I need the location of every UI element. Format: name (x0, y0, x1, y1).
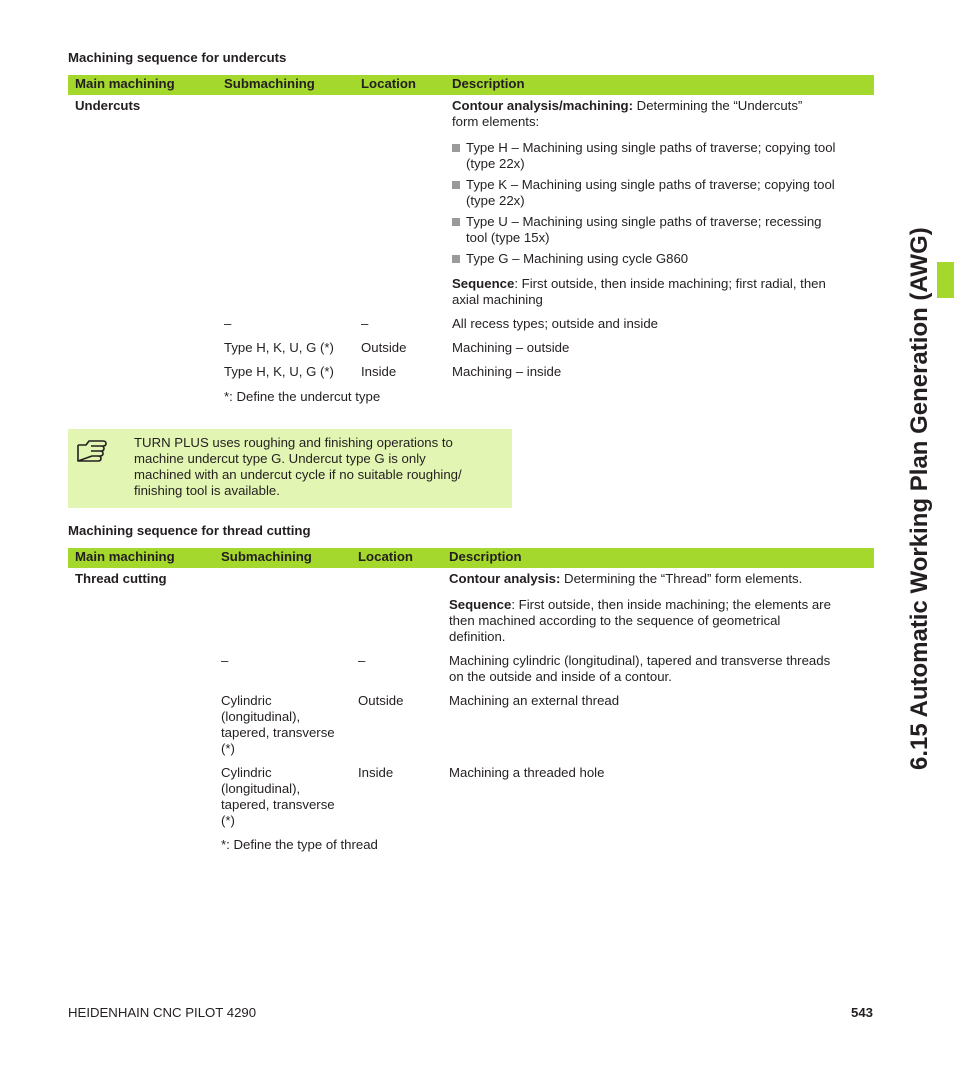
undercuts-desc-bold: Contour analysis/machining: (452, 98, 633, 113)
bullet-square-icon (452, 144, 460, 152)
undercuts-heading: Machining sequence for undercuts (68, 50, 287, 65)
bullet-line: Type G – Machining using cycle G860 (466, 251, 689, 266)
table-row-sub: – (224, 316, 232, 331)
table-row-description: Machining an external thread (449, 693, 620, 708)
thread-desc-bold: Contour analysis: (449, 571, 561, 586)
note-text (134, 435, 506, 499)
table-row-sub (221, 693, 351, 757)
undercuts-sequence-bold: Sequence (452, 276, 515, 291)
bullet-line: Type K – Machining using single paths of traverse; copying tool (466, 177, 835, 192)
description-line: Machining cylindric (longitudinal), tapered and transverse threads (449, 653, 831, 668)
bullet-line: Type U – Machining using single paths of traverse; recessing (466, 214, 822, 229)
table-row-description: Machining – inside (452, 364, 562, 379)
thread-sequence (449, 597, 873, 645)
bullet-line: (type 22x) (466, 193, 525, 208)
undercuts-sequence (452, 276, 872, 308)
bullet-square-icon (452, 255, 460, 263)
undercuts-desc-intro (452, 98, 872, 130)
side-chapter-title-wrap (900, 227, 940, 810)
side-chapter-title: 6.15 Automatic Working Plan Generation (AWG) (906, 227, 933, 770)
bullet-square-icon (452, 218, 460, 226)
note-line: machine undercut type G. Undercut type G is only (134, 451, 426, 466)
undercuts-main-cell: Undercuts (75, 98, 141, 113)
table-row-sub: Type H, K, U, G (*) (224, 340, 334, 355)
thread-col-main: Main machining (75, 549, 175, 564)
sub-line: (*) (221, 813, 235, 828)
bullet-line: tool (type 15x) (466, 230, 550, 245)
sub-line: (*) (221, 741, 235, 756)
sub-line: (longitudinal), (221, 781, 301, 796)
list-item (452, 214, 872, 246)
table-row-location: – (361, 316, 369, 331)
undercuts-footnote: *: Define the undercut type (224, 389, 381, 404)
thread-sequence-rest-3: definition. (449, 629, 506, 644)
bullet-square-icon (452, 181, 460, 189)
pointing-hand-icon (76, 436, 110, 464)
description-line: on the outside and inside of a contour. (449, 669, 672, 684)
undercuts-col-description: Description (452, 76, 525, 91)
note-line: finishing tool is available. (134, 483, 280, 498)
thread-desc-rest: Determining the “Thread” form elements. (560, 571, 803, 586)
table-row-description: All recess types; outside and inside (452, 316, 658, 331)
thread-heading: Machining sequence for thread cutting (68, 523, 311, 538)
undercuts-sequence-rest-1: : First outside, then inside machining; first radial, then (514, 276, 826, 291)
table-row-description: Machining – outside (452, 340, 570, 355)
table-row-location: – (358, 653, 366, 668)
thread-sequence-bold: Sequence (449, 597, 512, 612)
thread-main-cell: Thread cutting (75, 571, 167, 586)
footer-page-number: 543 (850, 1005, 873, 1020)
table-row-sub (221, 765, 351, 829)
list-item (452, 177, 872, 209)
table-row-location: Inside (358, 765, 394, 780)
table-row-sub: Type H, K, U, G (*) (224, 364, 334, 379)
undercuts-col-main: Main machining (75, 76, 175, 91)
table-row-description (449, 653, 873, 685)
sub-line: Cylindric (221, 693, 272, 708)
sub-line: Cylindric (221, 765, 272, 780)
undercuts-desc-rest-2: form elements: (452, 114, 540, 129)
sub-line: tapered, transverse (221, 797, 335, 812)
list-item (452, 251, 872, 267)
thread-footnote: *: Define the type of thread (221, 837, 378, 852)
note-line: machined with an undercut cycle if no suitable roughing/ (134, 467, 462, 482)
sub-line: tapered, transverse (221, 725, 335, 740)
undercuts-col-sub: Submachining (224, 76, 315, 91)
footer-product: HEIDENHAIN CNC PILOT 4290 (68, 1005, 257, 1020)
table-row-description: Machining a threaded hole (449, 765, 605, 780)
thread-col-description: Description (449, 549, 522, 564)
thread-col-sub: Submachining (221, 549, 312, 564)
thread-sequence-rest-1: : First outside, then inside machining; the elements are (511, 597, 831, 612)
undercuts-desc-rest-1: Determining the “Undercuts” (633, 98, 803, 113)
undercuts-sequence-rest-2: axial machining (452, 292, 543, 307)
table-row-location: Outside (361, 340, 407, 355)
thread-col-location: Location (358, 549, 413, 564)
undercuts-col-location: Location (361, 76, 416, 91)
note-line: TURN PLUS uses roughing and finishing operations to (134, 435, 453, 450)
thread-desc-intro (449, 571, 873, 587)
thread-sequence-rest-2: then machined according to the sequence of geometrical (449, 613, 781, 628)
list-item (452, 140, 872, 172)
table-row-sub: – (221, 653, 229, 668)
sub-line: (longitudinal), (221, 709, 301, 724)
table-row-location: Outside (358, 693, 404, 708)
bullet-line: Type H – Machining using single paths of traverse; copying tool (466, 140, 836, 155)
table-row-location: Inside (361, 364, 397, 379)
bullet-line: (type 22x) (466, 156, 525, 171)
